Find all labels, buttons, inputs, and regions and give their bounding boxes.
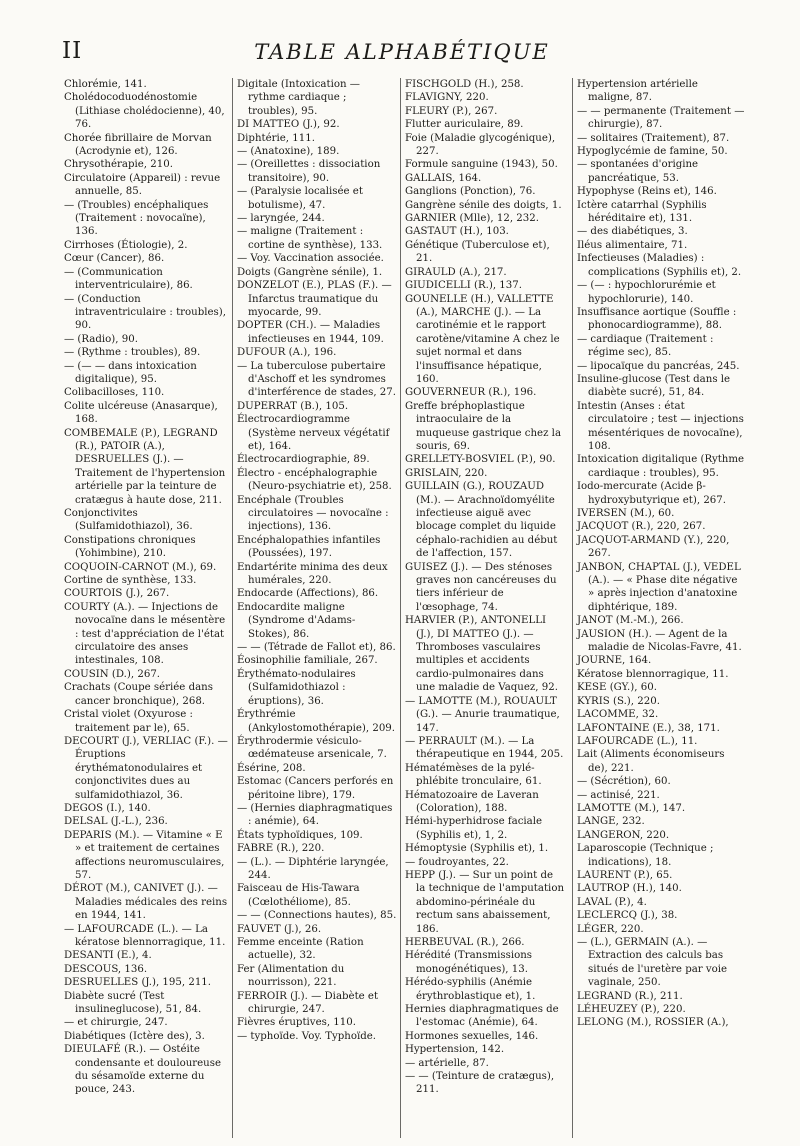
index-entry: HARVIER (P.), ANTONELLI (J.), DI MATTEO (J.). — Thromboses vasculaires multiples et accidents cardio-pulmonaires dans une maladie de Vaquez, 92. [405, 615, 558, 694]
index-entry: Laparoscopie (Technique ; indications), 18. [577, 843, 714, 868]
index-entry: — (Hernies diaphragmatiques : anémie), 64. [237, 802, 393, 828]
index-entry: Érythrodermie vésiculo-œdémateuse arsenicale, 7. [237, 735, 387, 761]
index-entry: LACOMME, 32. [577, 709, 659, 721]
index-entry: Ganglions (Ponction), 76. [405, 186, 536, 198]
page-header [62, 38, 742, 72]
index-entry: Greffe bréphoplastique intraoculaire de la muqueuse gastrique chez la souris, 69. [405, 400, 562, 452]
index-entry: Fer (Alimentation du nourrisson), 221. [237, 963, 345, 989]
index-entry: Cirrhoses (Étiologie), 2. [64, 239, 188, 251]
index-entry: GIRAULD (A.), 217. [405, 266, 507, 278]
index-entry: — (Troubles) encéphaliques (Traitement : novocaïne), 136. [64, 199, 209, 238]
index-entry: — (Rythme : troubles), 89. [64, 347, 201, 359]
index-entry: Doigts (Gangrène sénile), 1. [237, 266, 383, 278]
index-entry: Hypertension, 142. [405, 1044, 505, 1056]
index-entry: LECLERCQ (J.), 38. [577, 910, 678, 922]
index-entry: — (L.), GERMAIN (A.). — Extraction des calculs bas situés de l'uretère par voie vaginale, 250. [577, 937, 728, 989]
index-entry: — spontanées d'origine pancréatique, 53. [577, 159, 699, 184]
page-number: II [62, 38, 83, 64]
index-entry: — Voy. Vaccination associée. [237, 253, 384, 265]
index-entry: DUPERRAT (B.), 105. [237, 400, 349, 412]
index-entry: FLEURY (P.), 267. [405, 105, 498, 117]
index-entry: DELSAL (J.-L.), 236. [64, 816, 168, 828]
index-entry: — des diabétiques, 3. [577, 226, 688, 238]
index-entry: Constipations chroniques (Yohimbine), 210. [64, 534, 196, 560]
index-entry: LÉGER, 220. [577, 923, 644, 935]
index-entry: — artérielle, 87. [405, 1057, 489, 1069]
index-column-4 [572, 78, 745, 1138]
index-entry: DEPARIS (M.). — Vitamine « E » et traitement de certaines affections neuromusculaires, 57. [64, 829, 225, 881]
index-entry: — La tuberculose pubertaire d'Aschoff et les syndromes d'interférence de stades, 27. [237, 360, 397, 399]
index-entry: Intoxication digitalique (Rythme cardiaque : troubles), 95. [577, 454, 745, 479]
index-entry: Diphtérie, 111. [237, 132, 315, 144]
index-entry: Circulatoire (Appareil) : revue annuelle, 85. [64, 172, 221, 198]
index-entry: — (L.). — Diphtérie laryngée, 244. [237, 856, 389, 881]
index-entry: Cortine de synthèse, 133. [64, 575, 197, 587]
index-entry: Fièvres éruptives, 110. [237, 1017, 356, 1029]
index-entry: Lait (Aliments économiseurs de), 221. [577, 749, 725, 774]
index-entry: Hernies diaphragmatiques de l'estomac (Anémie), 64. [405, 1004, 559, 1029]
index-entry: Chorée fibrillaire de Morvan (Acrodynie et), 126. [64, 132, 212, 158]
index-entry: JANOT (M.-M.), 266. [577, 615, 684, 627]
index-entry: Cholédocoduodénostomie (Lithiase cholédocienne), 40, 76. [64, 92, 225, 131]
index-entry: Hémi-hyperhidrose faciale (Syphilis et), 1, 2. [405, 816, 543, 841]
index-entry: — cardiaque (Traitement : régime sec), 85. [577, 333, 714, 359]
index-entry: DIEULAFÉ (R.). — Ostéite condensante et douloureuse du sésamoïde externe du pouce, 243. [64, 1044, 221, 1096]
index-entry: — — (Connections hautes), 85. [237, 910, 397, 922]
index-entry: Encéphale (Troubles circulatoires — novocaïne : injections), 136. [237, 494, 389, 533]
index-entry: Flutter auriculaire, 89. [405, 119, 524, 131]
index-entry: — PERRAULT (M.). — La thérapeutique en 1944, 205. [405, 735, 564, 761]
index-entry: — actinisé, 221. [577, 789, 660, 801]
index-column-3 [400, 78, 565, 1138]
index-entry: DONZELOT (E.), PLAS (F.). — Infarctus traumatique du myocarde, 99. [237, 280, 392, 318]
index-entry: Intestin (Anses : état circulatoire ; test — injections mésentériques de novocaïne), 108. [577, 400, 744, 452]
index-entry: JANBON, CHAPTAL (J.), VEDEL (A.). — « Phase dite négative » après injection d'anatoxine diphtérique, 189. [577, 561, 741, 613]
index-entry: GRELLETY-BOSVIEL (P.), 90. [405, 454, 556, 466]
index-entry: HERBEUVAL (R.), 266. [405, 937, 525, 948]
index-entry: — foudroyantes, 22. [405, 856, 509, 868]
index-entry: LEGRAND (R.), 211. [577, 990, 683, 1002]
index-entry: — (Anatoxine), 189. [237, 146, 340, 158]
index-entry: Génétique (Tuberculose et), 21. [405, 239, 550, 265]
index-entry: FAUVET (J.), 26. [237, 923, 322, 935]
index-entry: Encéphalopathies infantiles (Poussées), 197. [237, 534, 381, 560]
index-entry: GRISLAIN, 220. [405, 467, 488, 479]
index-entry: Électro - encéphalographie (Neuro-psychiatrie et), 258. [237, 467, 392, 493]
index-entry: DESANTI (E.), 4. [64, 950, 152, 962]
index-entry: Estomac (Cancers perforés en péritoine libre), 179. [237, 776, 394, 801]
index-entry: Hypoglycémie de famine, 50. [577, 146, 728, 158]
index-entry: FABRE (R.), 220. [237, 843, 325, 855]
index-entry: DÉROT (M.), CANIVET (J.). — Maladies médicales des reins en 1944, 141. [64, 883, 228, 922]
index-entry: DOPTER (CH.). — Maladies infectieuses en 1944, 109. [237, 320, 384, 345]
index-entry: Hérédo-syphilis (Anémie érythroblastique et), 1. [405, 977, 536, 1002]
index-entry: JAUSION (H.). — Agent de la maladie de Nicolas-Favre, 41. [577, 628, 742, 654]
index-entry: Endartérite minima des deux humérales, 220. [237, 561, 388, 587]
index-entry: — (Radio), 90. [64, 333, 138, 345]
index-column-2 [232, 78, 397, 1138]
index-entry: Hypertension artérielle maligne, 87. [577, 79, 698, 104]
index-entry: Conjonctivites (Sulfamidothiazol), 36. [64, 508, 193, 533]
index-entry: — lipocaïque du pancréas, 245. [577, 360, 740, 372]
index-entry: — LAFOURCADE (L.). — La kératose blennorragique, 11. [64, 923, 226, 948]
index-entry: Formule sanguine (1943), 50. [405, 159, 558, 171]
index-entry: DECOURT (J.), VERLIAC (F.). — Éruptions érythématonodulaires et conjonctivites dues au sulfamidothiazol, 36. [64, 735, 228, 801]
index-entry: FISCHGOLD (H.), 258. [405, 79, 524, 90]
index-entry: Hématozoaire de Laveran (Coloration), 188. [405, 789, 539, 814]
index-entry: Hormones sexuelles, 146. [405, 1030, 539, 1042]
index-entry: Hématémèses de la pylé-phlébite tronculaire, 61. [405, 762, 542, 788]
index-entry: GOUVERNEUR (R.), 196. [405, 387, 537, 399]
index-entry: FLAVIGNY, 220. [405, 92, 489, 104]
index-entry: JACQUOT-ARMAND (Y.), 220, 267. [577, 534, 730, 560]
index-entry: Hémoptysie (Syphilis et), 1. [405, 843, 549, 855]
index-entry: JACQUOT (R.), 220, 267. [577, 521, 706, 533]
index-entry: KYRIS (S.), 220. [577, 695, 660, 707]
index-entry: — (Oreillettes : dissociation transitoire), 90. [237, 159, 381, 184]
index-entry: GUILLAIN (G.), ROUZAUD (M.). — Arachnoïdomyélite infectieuse aiguë avec blocage complet du liquide céphalo-rachidien au début de l'affection, 157. [405, 481, 558, 560]
index-entry: Insuffisance aortique (Souffle : phonocardiogramme), 88. [577, 306, 737, 332]
index-entry: DESCOUS, 136. [64, 963, 148, 975]
index-entry: — maligne (Traitement : cortine de synthèse), 133. [237, 226, 383, 251]
index-entry: GARNIER (Mlle), 12, 232. [405, 213, 539, 225]
index-entry: Digitale (Intoxication — rythme cardiaque ; troubles), 95. [237, 79, 360, 117]
index-entry: LANGERON, 220. [577, 829, 670, 841]
index-entry: LANGE, 232. [577, 816, 645, 828]
index-entry: KESE (GY.), 60. [577, 682, 657, 694]
index-entry: — (Paralysie localisée et botulisme), 47. [237, 186, 363, 211]
index-entry: DUFOUR (A.), 196. [237, 347, 337, 359]
index-entry: LAFOURCADE (L.), 11. [577, 735, 698, 747]
index-entry: GALLAIS, 164. [405, 172, 482, 184]
index-entry: — (— — dans intoxication digitalique), 95. [64, 360, 197, 385]
index-entry: COQUOIN-CARNOT (M.), 69. [64, 561, 217, 573]
index-entry: Infectieuses (Maladies) : complications (Syphilis et), 2. [577, 253, 742, 278]
index-entry: IVERSEN (M.), 60. [577, 508, 675, 519]
index-entry: — et chirurgie, 247. [64, 1017, 168, 1029]
index-entry: Crachats (Coupe sériée dans cancer bronchique), 268. [64, 682, 213, 707]
index-entry: Iodo-mercurate (Acide β-hydroxybutyrique et), 267. [577, 481, 727, 506]
index-entry: Insuline-glucose (Test dans le diabète sucré), 51, 84. [577, 373, 731, 399]
index-entry: Érythémato-nodulaires (Sulfamidothiazol : éruptions), 36. [237, 668, 356, 707]
index-entry: Électrocardiogramme (Système nerveux végétatif et), 164. [237, 414, 390, 452]
running-title: TABLE ALPHABÉTIQUE [254, 40, 550, 64]
index-entry: — (Communication interventriculaire), 86. [64, 266, 193, 292]
index-entry: — (Conduction intraventriculaire : troubles), 90. [64, 293, 226, 332]
index-entry: LAUTROP (H.), 140. [577, 883, 682, 895]
index-entry: Femme enceinte (Ration actuelle), 32. [237, 937, 364, 962]
index-entry: Endocardite maligne (Syndrome d'Adams-Stokes), 86. [237, 601, 356, 640]
index-entry: Endocarde (Affections), 86. [237, 588, 379, 600]
index-entry: LAFONTAINE (E.), 38, 171. [577, 722, 720, 734]
index-entry: LAMOTTE (M.), 147. [577, 802, 686, 814]
index-entry: Électrocardiographie, 89. [237, 454, 370, 466]
index-entry: — (— : hypochlorurémie et hypochlorurie), 140. [577, 280, 716, 305]
index-entry: HEPP (J.). — Sur un point de la technique de l'amputation abdomino-périnéale du rectum sans abaissement, 186. [405, 869, 565, 935]
index-entry: LAVAL (P.), 4. [577, 896, 647, 908]
index-columns [64, 78, 760, 1138]
index-entry: Ictère catarrhal (Syphilis héréditaire et), 131. [577, 199, 707, 225]
index-entry: Colite ulcéreuse (Anasarque), 168. [64, 400, 218, 426]
index-entry: Cristal violet (Oxyurose : traitement par le), 65. [64, 709, 193, 734]
index-entry: Gangrène sénile des doigts, 1. [405, 199, 562, 211]
index-entry: GIUDICELLI (R.), 137. [405, 280, 522, 292]
index-entry: Érythrémie (Ankylostomothérapie), 209. [237, 709, 396, 734]
index-entry: — (Sécrétion), 60. [577, 776, 671, 788]
index-entry: Colibacilloses, 110. [64, 387, 165, 399]
index-entry: — LAMOTTE (M.), ROUAULT (G.). — Anurie traumatique, 147. [405, 695, 560, 734]
index-entry: États typhoïdiques, 109. [237, 829, 363, 841]
index-entry: LAURENT (P.), 65. [577, 869, 673, 881]
index-entry: — — permanente (Traitement — chirurgie), 87. [577, 105, 745, 131]
index-entry: LÉHEUZEY (P.), 220. [577, 1004, 686, 1016]
index-entry: DI MATTEO (J.), 92. [237, 119, 340, 131]
index-column-1 [64, 78, 228, 1138]
index-entry: Kératose blennorragique, 11. [577, 668, 729, 680]
index-entry: COURTOIS (J.), 267. [64, 588, 170, 600]
index-entry: COUSIN (D.), 267. [64, 668, 161, 680]
index-entry: Hypophyse (Reins et), 146. [577, 186, 717, 198]
index-entry: Chlorémie, 141. [64, 79, 147, 90]
index-entry: — — (Teinture de cratægus), 211. [405, 1071, 555, 1096]
index-entry: — typhoïde. Voy. Typhoïde. [237, 1030, 377, 1042]
index-entry: GUISEZ (J.). — Des sténoses graves non cancéreuses du tiers inférieur de l'œsophage, 74. [405, 561, 557, 613]
index-entry: Diabétiques (Ictère des), 3. [64, 1030, 205, 1042]
index-entry: Faisceau de His-Tawara (Cœlothéliome), 85. [237, 883, 360, 908]
index-entry: COURTY (A.). — Injections de novocaïne dans le mésentère : test d'appréciation de l'état circulatoire des anses intestinales, 108. [64, 601, 226, 667]
index-entry: Diabète sucré (Test insulineglucose), 51, 84. [64, 990, 202, 1016]
index-entry: Hérédité (Transmissions monogénétiques), 13. [405, 950, 533, 975]
index-entry: Cœur (Cancer), 86. [64, 253, 165, 265]
index-entry: — — (Tétrade de Fallot et), 86. [237, 642, 396, 654]
index-entry: — solitaires (Traitement), 87. [577, 132, 730, 144]
index-entry: Chrysothérapie, 210. [64, 159, 173, 171]
index-entry: DEGOS (I.), 140. [64, 802, 151, 814]
index-entry: Éosinophilie familiale, 267. [237, 655, 378, 667]
index-entry: COMBEMALE (P.), LEGRAND (R.), PATOIR (A.), DESRUELLES (J.). — Traitement de l'hypertension artérielle par la teinture de cratægus à haute dose, 211. [64, 427, 226, 506]
index-entry: GASTAUT (H.), 103. [405, 226, 509, 238]
index-entry: GOUNELLE (H.), VALLETTE (A.), MARCHE (J.). — La carotinémie et le rapport carotène/vitamine A chez le sujet normal et dans l'insuffisance hépatique, 160. [405, 293, 560, 385]
index-entry: Foie (Maladie glycogénique), 227. [405, 132, 556, 158]
index-entry: Ésérine, 208. [237, 762, 306, 774]
index-entry: DESRUELLES (J.), 195, 211. [64, 977, 212, 989]
index-entry: JOURNE, 164. [577, 655, 652, 667]
index-entry: LELONG (M.), ROSSIER (A.), [577, 1017, 729, 1029]
index-entry: — laryngée, 244. [237, 213, 325, 225]
index-entry: FERROIR (J.). — Diabète et chirurgie, 247. [237, 990, 379, 1016]
index-entry: Iléus alimentaire, 71. [577, 239, 688, 251]
